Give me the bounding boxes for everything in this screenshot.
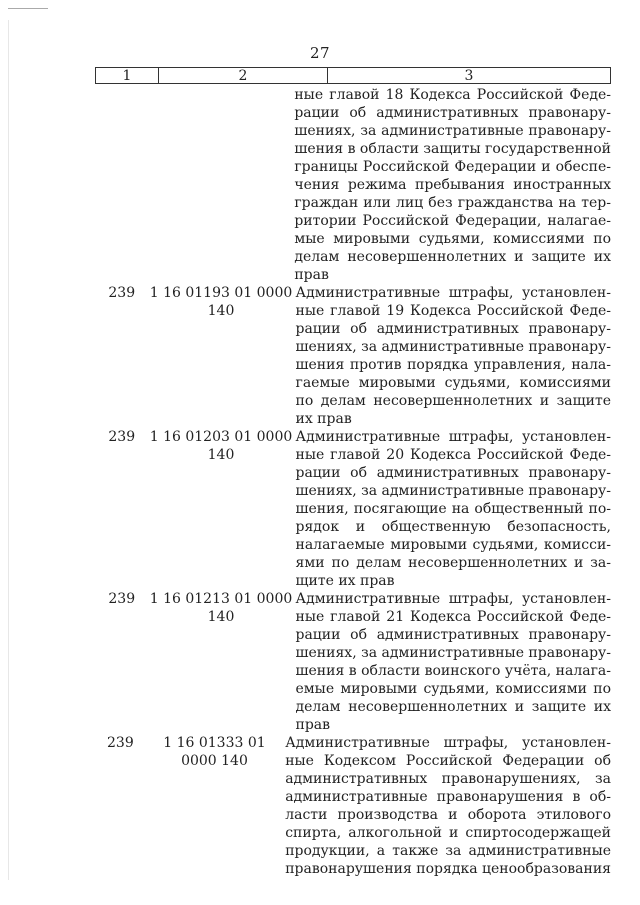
description-line: административные правонарушения в об-	[285, 789, 611, 805]
budget-code: 1 16 01333 01 0000 140	[163, 735, 266, 769]
description-line: Административные штрафы, установлен-	[285, 735, 611, 751]
description-line: по делам несовершеннолетних и защите	[295, 393, 611, 409]
description-line: спирта, алкогольной и спиртосодержащей	[285, 825, 611, 841]
description-line: границы Российской Федерации и обеспе-	[294, 159, 611, 175]
table-row	[95, 284, 611, 428]
budget-code: 1 16 01193 01 0000 140	[149, 285, 293, 319]
column-header-2: 2	[159, 68, 328, 83]
description	[294, 590, 612, 734]
description-line: Административные штрафы, установлен-	[295, 591, 611, 607]
description-line: правонарушения порядка ценообразования	[285, 861, 611, 877]
description-line: рации об административных правонару-	[295, 321, 611, 337]
description-line: шения в области воинского учёта, налага-	[295, 663, 611, 679]
description-line: административных правонарушениях, за	[285, 771, 611, 787]
description-line: ные главой 19 Кодекса Российской Феде-	[295, 303, 611, 319]
description-line: ные Кодексом Российской Федерации об	[285, 753, 611, 769]
description-line: ритории Российской Федерации, налагае-	[294, 213, 611, 229]
description-line: рации об административных правонару-	[295, 627, 611, 643]
description-line: шения, посягающие на общественный по-	[295, 501, 611, 517]
table-row	[95, 86, 611, 284]
description-line: ласти производства и оборота этилового	[285, 807, 611, 823]
budget-code: 1 16 01203 01 0000 140	[149, 429, 293, 463]
description-line: Административные штрафы, установлен-	[295, 285, 611, 301]
description-line: щите их прав	[295, 573, 395, 589]
description-line: шениях, за административные правонару-	[294, 123, 611, 139]
description	[294, 284, 612, 428]
description-line: шениях, за административные правонару-	[295, 339, 611, 355]
description-line: ные главой 18 Кодекса Российской Феде-	[294, 87, 611, 103]
table-body	[95, 86, 611, 878]
description-line: Административные штрафы, установлен-	[295, 429, 611, 445]
row-number: 239	[108, 591, 136, 607]
description-line: шениях, за административные правонару-	[295, 645, 611, 661]
description-line: продукции, а также за административные	[285, 843, 611, 859]
column-header-1: 1	[96, 68, 159, 83]
budget-code: 1 16 01213 01 0000 140	[149, 591, 293, 625]
row-number	[95, 86, 148, 284]
description-line: ями по делам несовершеннолетних и за-	[295, 555, 611, 571]
description	[283, 734, 611, 878]
description-line: шения против порядка управления, нала-	[295, 357, 611, 373]
row-number: 239	[108, 429, 136, 445]
description	[292, 86, 611, 284]
description-line: прав	[295, 717, 331, 733]
column-header-3: 3	[464, 67, 474, 84]
description-line: чения режима пребывания иностранных	[294, 177, 611, 193]
scan-margin-line	[8, 20, 9, 880]
description-line: гаемые мировыми судьями, комиссиями	[295, 375, 611, 391]
description-line: рации об административных правонару-	[295, 465, 611, 481]
table-row	[95, 428, 611, 590]
description	[294, 428, 612, 590]
page-number: 27	[309, 44, 331, 62]
table-row	[95, 590, 611, 734]
description-line: граждан или лиц без гражданства на тер-	[294, 195, 611, 211]
description-line: емые мировыми судьями, комиссиями по	[295, 681, 611, 697]
description-line: налагаемые мировыми судьями, комисси-	[295, 537, 611, 553]
row-number: 239	[108, 285, 136, 301]
description-line: ные главой 20 Кодекса Российской Феде-	[295, 447, 611, 463]
description-line: прав	[294, 267, 329, 283]
description-line: шениях, за административные правонару-	[295, 483, 611, 499]
description-line: мые мировыми судьями, комиссиями по	[294, 231, 611, 247]
description-line: делам несовершеннолетних и защите их	[294, 249, 611, 265]
description-line: рации об административных правонару-	[294, 105, 611, 121]
table-header	[95, 67, 611, 84]
table-row	[95, 734, 611, 878]
scan-corner-mark	[8, 8, 48, 9]
description-line: их прав	[295, 411, 352, 427]
budget-code	[148, 86, 292, 284]
row-number: 239	[107, 735, 134, 751]
description-line: делам несовершеннолетних и защите их	[295, 699, 611, 715]
description-line: рядок и общественную безопасность,	[295, 519, 611, 535]
description-line: шения в области защиты государственной	[294, 141, 611, 157]
description-line: ные главой 21 Кодекса Российской Феде-	[295, 609, 611, 625]
